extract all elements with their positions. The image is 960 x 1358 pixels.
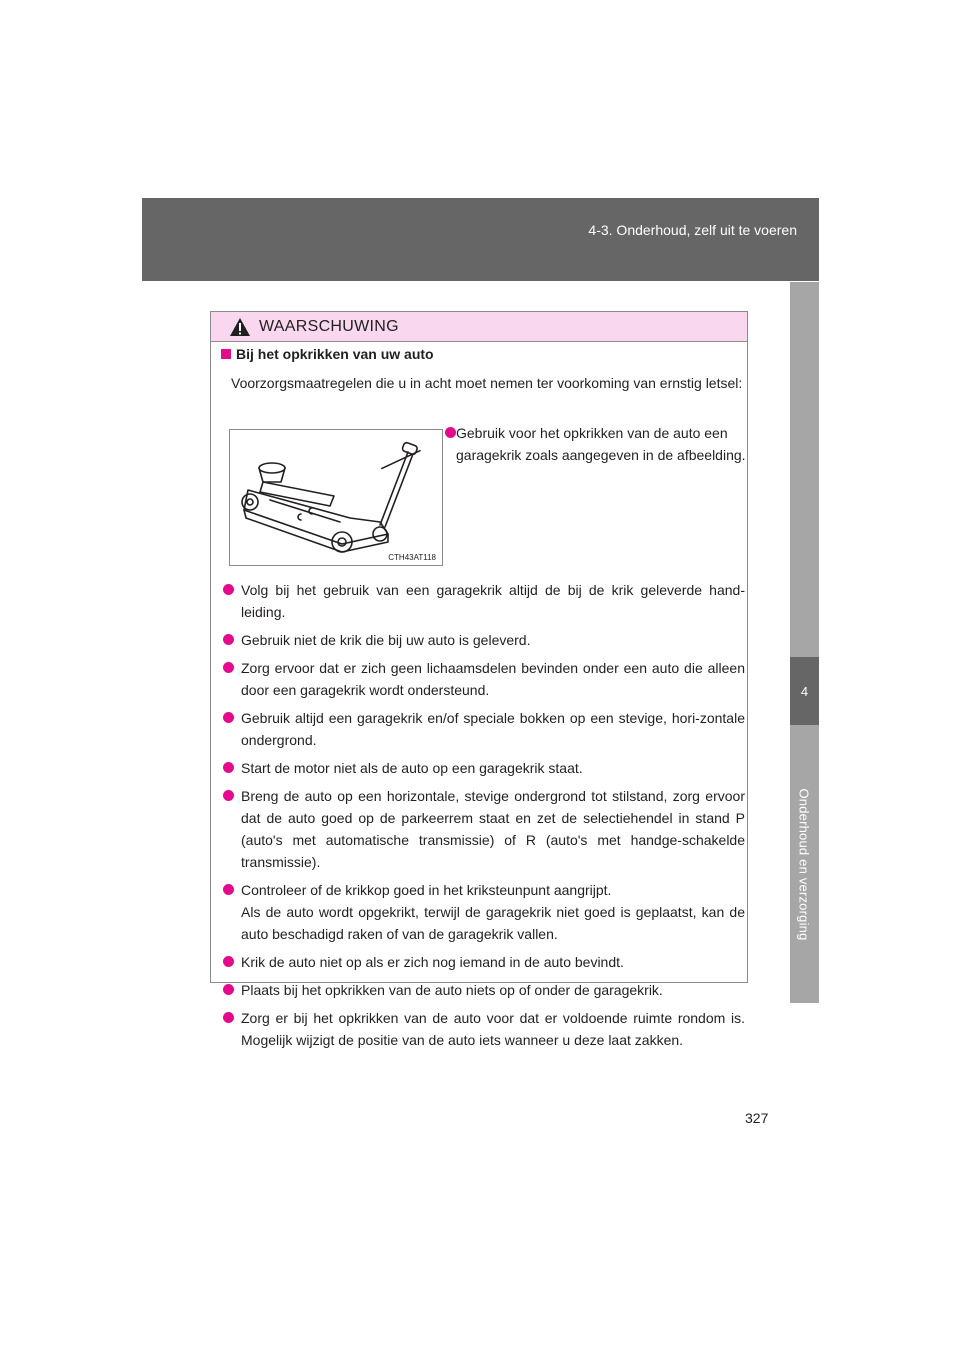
bullet-dot-icon [223, 884, 234, 895]
heading-text: Bij het opkrikken van uw auto [236, 346, 434, 362]
side-tab-spacer [790, 282, 819, 657]
page-number: 327 [745, 1110, 769, 1126]
warning-header [211, 312, 747, 342]
square-bullet-icon [221, 349, 231, 359]
bullet-dot-icon [223, 584, 234, 595]
list-item-text: Controleer of de krikkop goed in het kriksteunpunt aangrijpt. Als de auto wordt opgekrikt, terwijl de garagekrik niet goed is geplaatst, kan de auto beschadigd raken of van de garagekrik vallen. [241, 882, 745, 942]
list-item [221, 657, 745, 701]
chapter-title: Onderhoud en verzorging [797, 787, 812, 941]
list-item [221, 579, 745, 623]
floor-jack-figure [229, 429, 443, 566]
bullet-dot-icon [223, 956, 234, 967]
list-item-text: Start de motor niet als de auto op een garagekrik staat. [241, 760, 583, 776]
list-item-text: Gebruik altijd een garagekrik en/of speciale bokken op een stevige, hori-zontale ondergrond. [241, 710, 745, 748]
bullet-dot-icon [223, 790, 234, 801]
precaution-list [221, 579, 745, 1057]
list-item-text: Plaats bij het opkrikken van de auto niets op of onder de garagekrik. [241, 982, 663, 998]
warning-title: WAARSCHUWING [259, 317, 399, 335]
bullet-dot-icon [223, 712, 234, 723]
bullet-dot-icon [223, 634, 234, 645]
floor-jack-icon [230, 430, 442, 565]
list-item-text: Zorg er bij het opkrikken van de auto voor dat er voldoende ruimte rondom is. Mogelijk wijzigt de positie van de auto iets wanneer u deze laat zakken. [241, 1010, 745, 1048]
chapter-label [790, 725, 819, 1003]
list-item-text: Volg bij het gebruik van een garagekrik altijd de bij de krik geleverde hand-leiding. [241, 582, 745, 620]
bullet-dot-icon [223, 984, 234, 995]
figure-code: CTH43AT118 [388, 553, 436, 562]
list-item [221, 979, 745, 1001]
list-item [221, 707, 745, 751]
chapter-tab [790, 657, 819, 725]
chapter-number: 4 [800, 683, 809, 699]
list-item [221, 1007, 745, 1051]
figure-bullet-text: Gebruik voor het opkrikken van de auto een garagekrik zoals aangegeven in de afbeelding. [456, 425, 746, 463]
list-item-text: Krik de auto niet op als er zich nog iemand in de auto bevindt. [241, 954, 624, 970]
list-item-text: Gebruik niet de krik die bij uw auto is geleverd. [241, 632, 531, 648]
list-item [221, 785, 745, 873]
bullet-dot-icon [223, 1012, 234, 1023]
intro-text: Voorzorgsmaatregelen die u in acht moet nemen ter voorkoming van ernstig letsel: [231, 375, 743, 391]
list-item [221, 757, 745, 779]
list-item [221, 879, 745, 945]
list-item [221, 951, 745, 973]
header-band [142, 198, 819, 281]
section-title: 4-3. Onderhoud, zelf uit te voeren [588, 222, 797, 238]
warning-box [210, 311, 748, 1048]
list-item [221, 629, 745, 651]
section-heading [221, 346, 434, 362]
figure-bullet [456, 422, 746, 466]
list-item-text: Zorg ervoor dat er zich geen lichaamsdelen bevinden onder een auto die alleen door een garagekrik wordt ondersteund. [241, 660, 745, 698]
warning-triangle-icon [229, 317, 251, 337]
bullet-dot-icon [445, 427, 456, 438]
list-item-text: Breng de auto op een horizontale, stevige ondergrond tot stilstand, zorg ervoor dat de auto goed op de parkeerrem staat en zet de selectiehendel in stand P (auto's met automatische transmissie) of R (auto's met handge-schakelde transmissie). [241, 788, 745, 870]
bullet-dot-icon [223, 762, 234, 773]
bullet-dot-icon [223, 662, 234, 673]
